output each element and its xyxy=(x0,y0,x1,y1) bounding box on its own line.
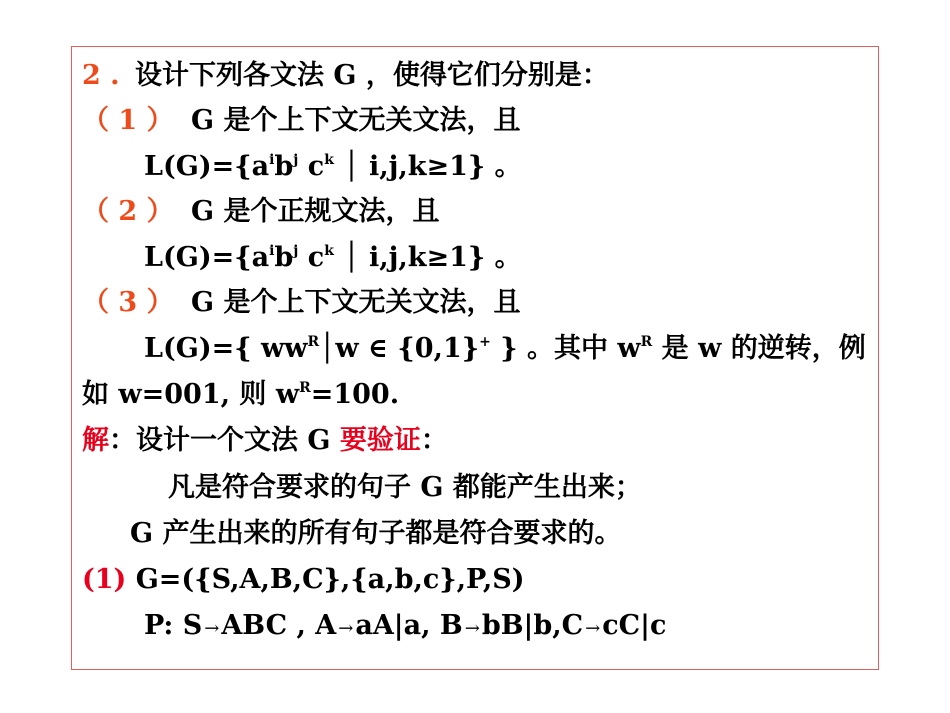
solution-text-a: ：设计一个文法 G xyxy=(109,425,340,456)
solution-point2: G 产生出来的所有句子都是符合要求的。 xyxy=(130,518,622,549)
part2-sup-k: k xyxy=(324,243,334,259)
slide-frame xyxy=(71,46,879,670)
solution-label: 解 xyxy=(82,425,109,456)
part1-label: （ 1 ） xyxy=(82,105,174,136)
arrow-icon: → xyxy=(204,618,220,639)
part3-cont-b: =100. xyxy=(310,379,400,410)
part2-c: c xyxy=(298,242,325,273)
solution-emphasis: 要验证 xyxy=(339,425,421,456)
production-part-2: ABC , A xyxy=(221,610,337,641)
problem-intro: 设计下列各文法 G ，使得它们分别是： xyxy=(135,60,609,91)
part1-lang-prefix: L(G)={a xyxy=(144,151,270,182)
part1-language xyxy=(144,150,522,184)
part1-sup-j: j xyxy=(293,152,299,168)
part1-text: G 是个上下文无关文法，且 xyxy=(191,105,521,136)
part3-sup-plus: + xyxy=(479,334,491,350)
grammar-label: (1) xyxy=(82,564,127,595)
problem-number: 2 . xyxy=(82,60,120,91)
part3-lang-a: L(G)={ ww xyxy=(144,333,308,364)
solution-point1: 凡是符合要求的句子 G 都能产生出来； xyxy=(168,472,642,503)
part3-sup-r2: R xyxy=(640,334,653,350)
part1-lang-suffix: │ i,j,k≥1} 。 xyxy=(333,151,522,182)
production-part-3: aA|a, B xyxy=(355,610,463,641)
part3-lang-c: } 。其中 w xyxy=(490,333,641,364)
part2-sup-j: j xyxy=(293,243,299,259)
part3-text: G 是个上下文无关文法，且 xyxy=(191,287,521,318)
part3-continuation xyxy=(82,378,399,412)
part3-heading xyxy=(82,286,520,320)
grammar-definition xyxy=(82,563,525,597)
part2-lang-prefix: L(G)={a xyxy=(144,242,270,273)
part2-language xyxy=(144,241,522,275)
part3-sup-r1: R xyxy=(307,334,320,350)
arrow-icon: → xyxy=(585,618,601,639)
part2-label: （ 2 ） xyxy=(82,196,174,227)
arrow-icon: → xyxy=(338,618,354,639)
part1-c: c xyxy=(298,151,325,182)
production-part-5: cC|c xyxy=(602,610,667,641)
production-part-4: bB|b,C xyxy=(481,610,584,641)
grammar-tuple: G=({S,A,B,C},{a,b,c},P,S) xyxy=(126,564,525,595)
arrow-icon: → xyxy=(464,618,480,639)
part1-b: b xyxy=(274,151,294,182)
problem-heading xyxy=(82,59,609,93)
part3-lang-b: │w ∈ {0,1} xyxy=(319,333,480,364)
part3-label: （ 3 ） xyxy=(82,287,174,318)
part2-heading xyxy=(82,195,439,229)
productions xyxy=(144,609,666,646)
part3-language xyxy=(144,332,866,366)
part2-lang-suffix: │ i,j,k≥1} 。 xyxy=(333,242,522,273)
part1-heading xyxy=(82,104,520,138)
part3-lang-d: 是 w 的逆转，例 xyxy=(652,333,866,364)
production-part-1: P: S xyxy=(144,610,203,641)
part1-sup-i: i xyxy=(269,152,275,168)
part1-sup-k: k xyxy=(324,152,334,168)
part3-sup-r3: R xyxy=(299,380,311,396)
part3-cont-a: 如 w=001, 则 w xyxy=(82,379,300,410)
part2-text: G 是个正规文法，且 xyxy=(191,196,440,227)
part2-b: b xyxy=(274,242,294,273)
part2-sup-i: i xyxy=(269,243,275,259)
solution-heading xyxy=(82,424,448,458)
solution-text-b: ： xyxy=(420,425,448,456)
